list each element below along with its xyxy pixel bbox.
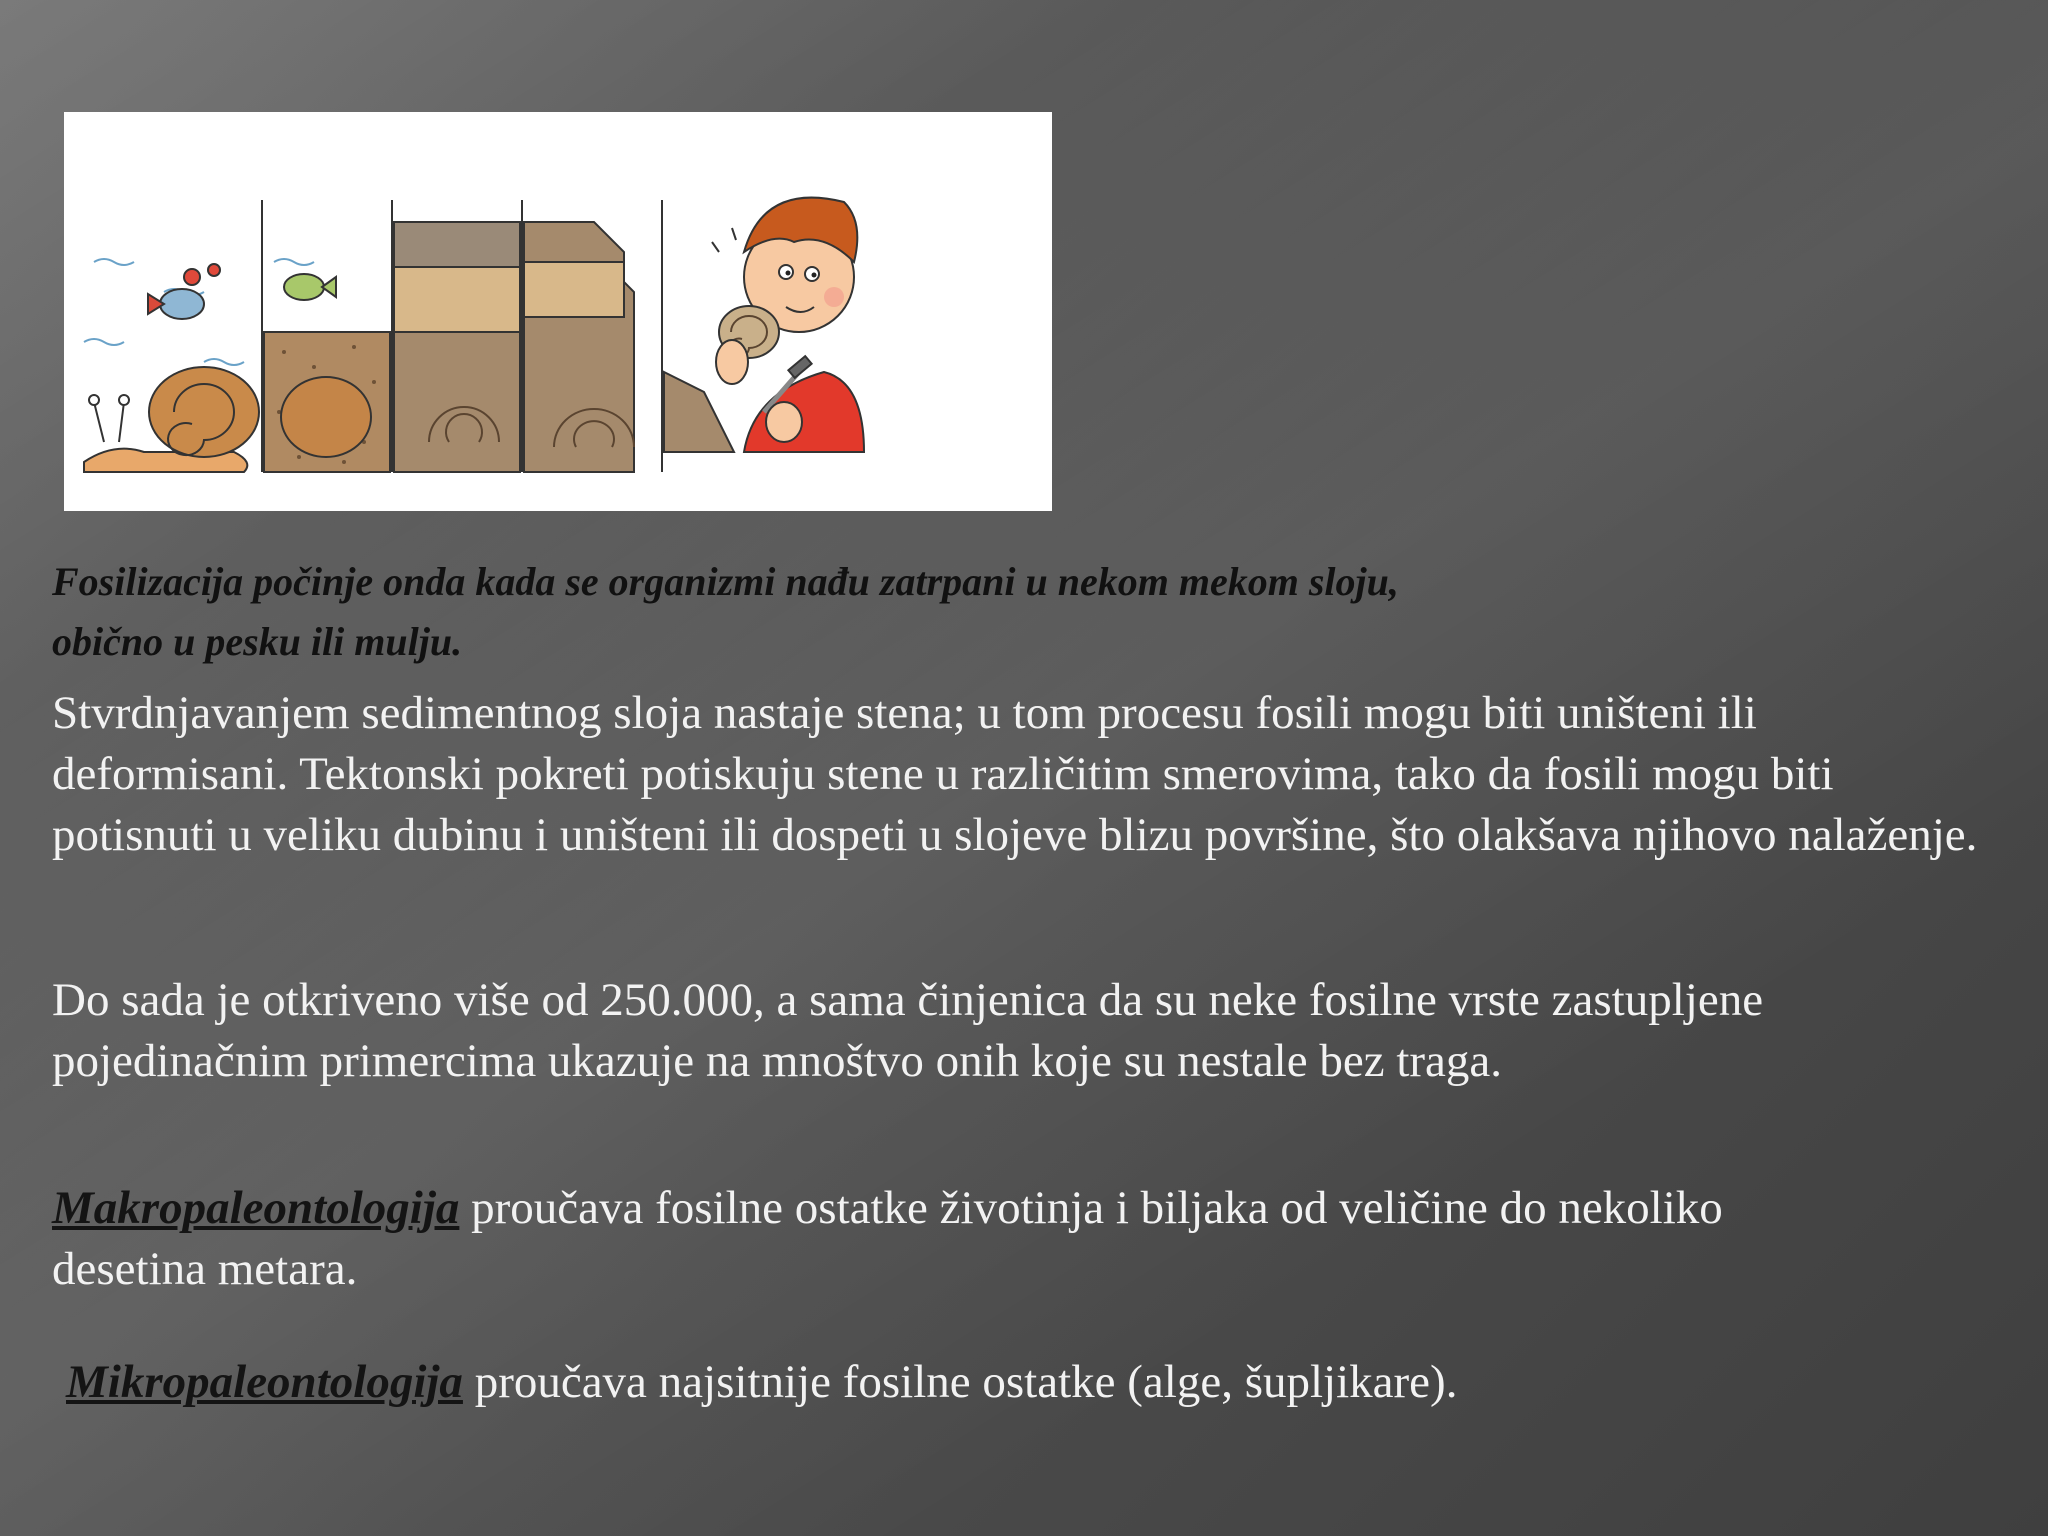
panel-buried-snail [264,259,390,472]
paragraph-macropaleontology [52,1178,1852,1300]
paragraph-sediment-rock: Stvrdnjavanjem sedimentnog sloja nastaje stena; u tom procesu fosili mogu biti uništeni ili deformisani. Tektonski pokreti potiskuju stene u različitim smerovima, tako da fosili mogu biti potisnuti u veliku dubinu i uništeni ili dospeti u slojeve blizu površine, što olakšava njihovo nalaženje. [52,687,1978,861]
panel-boy-with-fossil [664,198,864,452]
macropaleontology-definition: proučava fosilne ostatke životinja i biljaka od veličine do nekoliko desetina metara. [52,1182,1723,1295]
panel-living-snail [84,259,259,472]
fossilization-illustration [64,112,1052,511]
panel-rock-layers [394,222,520,472]
term-micropaleontology: Mikropaleontologija [66,1356,463,1408]
panel-eroded-layers [524,222,634,472]
term-macropaleontology: Makropaleontologija [52,1182,460,1234]
fossilization-caption: Fosilizacija počinje onda kada se organizmi nađu zatrpani u nekom mekom sloju, obično u pesku ili mulju. [52,559,1399,664]
paragraph-micropaleontology [66,1352,1966,1413]
micropaleontology-definition: proučava najsitnije fosilne ostatke (alge, šupljikare). [462,1356,1458,1408]
paragraph-discovered-species: Do sada je otkriveno više od 250.000, a sama činjenica da su neke fosilne vrste zastupljene pojedinačnim primercima ukazuje na mnoštvo onih koje su nestale bez traga. [52,974,1764,1087]
